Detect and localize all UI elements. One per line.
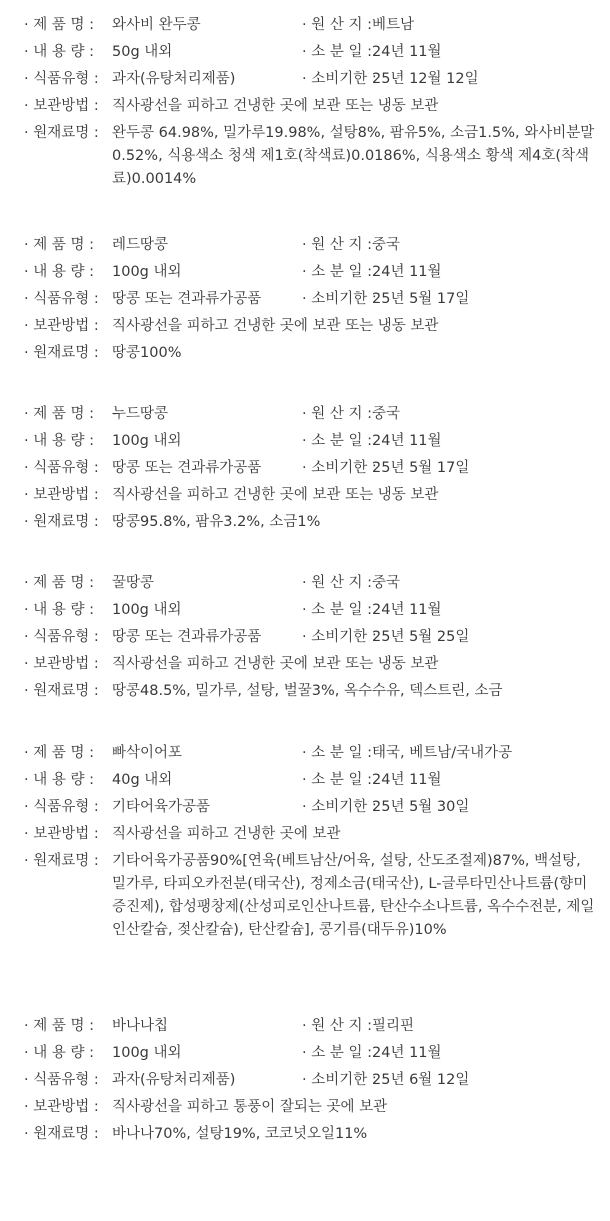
volume-label: · 내 용 량 : bbox=[24, 1045, 94, 1061]
storage-label: · 보관방법 : bbox=[24, 1099, 99, 1115]
food-type-value: 과자(유탕처리제품) bbox=[112, 71, 236, 87]
product-name-value: 레드땅콩 bbox=[112, 237, 169, 253]
origin-value: 중국 bbox=[372, 406, 401, 422]
expiry-value: 25년 5월 17일 bbox=[372, 460, 470, 476]
food-type-label: · 식품유형 : bbox=[24, 799, 99, 815]
origin-label: · 원 산 지 : bbox=[302, 1018, 372, 1034]
packing-date-label: · 소 분 일 : bbox=[302, 44, 372, 60]
expiry-label: · 소비기한 : bbox=[302, 460, 377, 476]
volume-value: 100g 내외 bbox=[112, 264, 182, 280]
expiry-label: · 소비기한 : bbox=[302, 799, 377, 815]
food-type-label: · 식품유형 : bbox=[24, 71, 99, 87]
ingredients-label: · 원재료명 : bbox=[24, 1126, 99, 1142]
origin-label: · 소 분 일 : bbox=[302, 745, 372, 761]
product-name-value: 와사비 완두콩 bbox=[112, 17, 201, 33]
ingredients-label: · 원재료명 : bbox=[24, 345, 99, 361]
food-type-value: 땅콩 또는 견과류가공품 bbox=[112, 460, 262, 476]
storage-value: 직사광선을 피하고 건냉한 곳에 보관 또는 냉동 보관 bbox=[112, 487, 439, 503]
storage-value: 직사광선을 피하고 건냉한 곳에 보관 또는 냉동 보관 bbox=[112, 656, 439, 672]
ingredients-value: 기타어육가공품90%[연육(베트남산/어육, 설탕, 산도조절제)87%, 백설탕, 밀가루, 타피오카전분(태국산), 정제소금(태국산), L-글루타민산나트륨(향미증진제), 합성팽창제(산성피로인산나트륨, 탄산수소나트륨, 옥수수전분, 제일인산칼슘, 젖산칼슘), 탄산칼슘], 콩기름(대두유)10% bbox=[112, 853, 595, 938]
storage-value: 직사광선을 피하고 건냉한 곳에 보관 또는 냉동 보관 bbox=[112, 318, 439, 334]
origin-label: · 원 산 지 : bbox=[302, 406, 372, 422]
product-name-label: · 제 품 명 : bbox=[24, 237, 94, 253]
origin-label: · 원 산 지 : bbox=[302, 17, 372, 33]
volume-value: 100g 내외 bbox=[112, 1045, 182, 1061]
packing-date-label: · 소 분 일 : bbox=[302, 1045, 372, 1061]
ingredients-value: 완두콩 64.98%, 밀가루19.98%, 설탕8%, 팜유5%, 소금1.5%, 와사비분말0.52%, 식용색소 청색 제1호(착색료)0.0186%, 식용색소 황색 제4호(착색료)0.0014% bbox=[112, 125, 595, 187]
packing-date-value: 24년 11월 bbox=[372, 264, 442, 280]
origin-value: 필리핀 bbox=[372, 1018, 415, 1034]
packing-date-value: 24년 11월 bbox=[372, 602, 442, 618]
product-name-label: · 제 품 명 : bbox=[24, 575, 94, 591]
expiry-label: · 소비기한 : bbox=[302, 291, 377, 307]
product-name-value: 꿀땅콩 bbox=[112, 575, 155, 591]
origin-value: 태국, 베트남/국내가공 bbox=[372, 745, 513, 761]
expiry-value: 25년 5월 17일 bbox=[372, 291, 470, 307]
volume-value: 100g 내외 bbox=[112, 433, 182, 449]
storage-label: · 보관방법 : bbox=[24, 826, 99, 842]
product-name-value: 바나나칩 bbox=[112, 1018, 169, 1034]
origin-label: · 원 산 지 : bbox=[302, 237, 372, 253]
ingredients-value: 땅콩100% bbox=[112, 345, 182, 361]
volume-label: · 내 용 량 : bbox=[24, 772, 94, 788]
ingredients-value: 땅콩95.8%, 팜유3.2%, 소금1% bbox=[112, 514, 321, 530]
food-type-value: 땅콩 또는 견과류가공품 bbox=[112, 629, 262, 645]
packing-date-label: · 소 분 일 : bbox=[302, 772, 372, 788]
food-type-label: · 식품유형 : bbox=[24, 629, 99, 645]
origin-value: 중국 bbox=[372, 575, 401, 591]
storage-label: · 보관방법 : bbox=[24, 98, 99, 114]
product-name-label: · 제 품 명 : bbox=[24, 1018, 94, 1034]
volume-value: 100g 내외 bbox=[112, 602, 182, 618]
expiry-label: · 소비기한 : bbox=[302, 1072, 377, 1088]
packing-date-label: · 소 분 일 : bbox=[302, 602, 372, 618]
product-name-label: · 제 품 명 : bbox=[24, 406, 94, 422]
expiry-label: · 소비기한 : bbox=[302, 629, 377, 645]
expiry-value: 25년 5월 25일 bbox=[372, 629, 470, 645]
origin-label: · 원 산 지 : bbox=[302, 575, 372, 591]
origin-value: 베트남 bbox=[372, 17, 415, 33]
ingredients-value: 땅콩48.5%, 밀가루, 설탕, 벌꿀3%, 옥수수유, 덱스트린, 소금 bbox=[112, 683, 503, 699]
ingredients-label: · 원재료명 : bbox=[24, 853, 99, 869]
ingredients-value: 바나나70%, 설탕19%, 코코넛오일11% bbox=[112, 1126, 368, 1142]
storage-label: · 보관방법 : bbox=[24, 318, 99, 334]
ingredients-label: · 원재료명 : bbox=[24, 125, 99, 141]
product-name-label: · 제 품 명 : bbox=[24, 745, 94, 761]
product-name-label: · 제 품 명 : bbox=[24, 17, 94, 33]
expiry-value: 25년 6월 12일 bbox=[372, 1072, 470, 1088]
storage-value: 직사광선을 피하고 통풍이 잘되는 곳에 보관 bbox=[112, 1099, 388, 1115]
packing-date-value: 24년 11월 bbox=[372, 433, 442, 449]
packing-date-value: 24년 11월 bbox=[372, 44, 442, 60]
product-name-value: 누드땅콩 bbox=[112, 406, 169, 422]
food-type-label: · 식품유형 : bbox=[24, 460, 99, 476]
storage-label: · 보관방법 : bbox=[24, 656, 99, 672]
product-name-value: 빠삭이어포 bbox=[112, 745, 183, 761]
origin-value: 중국 bbox=[372, 237, 401, 253]
volume-value: 40g 내외 bbox=[112, 772, 173, 788]
food-type-label: · 식품유형 : bbox=[24, 1072, 99, 1088]
expiry-value: 25년 12월 12일 bbox=[372, 71, 479, 87]
packing-date-label: · 소 분 일 : bbox=[302, 433, 372, 449]
volume-label: · 내 용 량 : bbox=[24, 44, 94, 60]
packing-date-label: · 소 분 일 : bbox=[302, 264, 372, 280]
packing-date-value: 24년 11월 bbox=[372, 772, 442, 788]
food-type-value: 땅콩 또는 견과류가공품 bbox=[112, 291, 262, 307]
ingredients-label: · 원재료명 : bbox=[24, 683, 99, 699]
food-type-value: 과자(유탕처리제품) bbox=[112, 1072, 236, 1088]
expiry-value: 25년 5월 30일 bbox=[372, 799, 470, 815]
food-type-value: 기타어육가공품 bbox=[112, 799, 211, 815]
expiry-label: · 소비기한 : bbox=[302, 71, 377, 87]
storage-label: · 보관방법 : bbox=[24, 487, 99, 503]
packing-date-value: 24년 11월 bbox=[372, 1045, 442, 1061]
storage-value: 직사광선을 피하고 건냉한 곳에 보관 bbox=[112, 826, 341, 842]
volume-label: · 내 용 량 : bbox=[24, 433, 94, 449]
storage-value: 직사광선을 피하고 건냉한 곳에 보관 또는 냉동 보관 bbox=[112, 98, 439, 114]
ingredients-label: · 원재료명 : bbox=[24, 514, 99, 530]
volume-label: · 내 용 량 : bbox=[24, 602, 94, 618]
volume-label: · 내 용 량 : bbox=[24, 264, 94, 280]
volume-value: 50g 내외 bbox=[112, 44, 173, 60]
food-type-label: · 식품유형 : bbox=[24, 291, 99, 307]
